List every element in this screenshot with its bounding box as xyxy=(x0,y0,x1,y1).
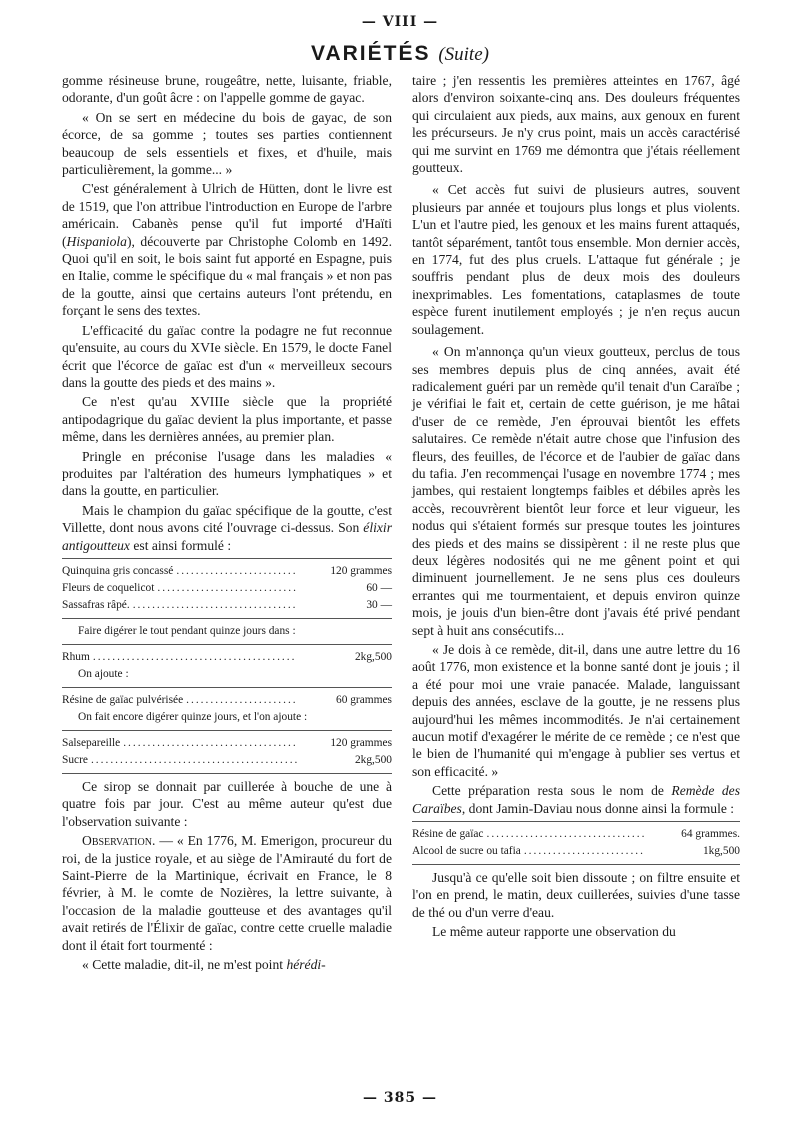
text-run: est ainsi formulé : xyxy=(129,537,232,553)
formula-row xyxy=(412,843,740,860)
observation-label: Observation. xyxy=(82,833,156,849)
paragraph xyxy=(62,502,392,554)
remedy-formula xyxy=(412,821,740,865)
leader-dots xyxy=(157,580,297,597)
ingredient-qty: 120 grammes xyxy=(330,736,392,749)
paragraph: Ce sirop se donnait par cuillerée à bouche de une à quatre fois par jour. C'est au même auteur qu'est due l'observation suivante : xyxy=(62,778,392,829)
paragraph: taire ; j'en ressentis les premières atteintes en 1767, âgé alors d'environ soixante-cinq ans. Des douleurs fréquentes qui circulaient aux pieds, aux mains, aux genoux en furent les précurseurs. Je n'y crus point, mais un accès caractérisé qui me survint en 1769 me démontra que j'étais réellement goutteux. xyxy=(412,73,740,176)
formula-row xyxy=(62,735,392,752)
italic-text: Remède des Caraïbes xyxy=(412,783,740,816)
formula-note: On fait encore digérer quinze jours, et l'on ajoute : xyxy=(78,710,308,723)
divider xyxy=(62,644,392,645)
leader-dots xyxy=(186,692,297,709)
paragraph xyxy=(412,782,740,817)
ingredient-qty: 1kg,500 xyxy=(702,845,740,858)
divider xyxy=(412,864,740,865)
ingredient-name: Quinquina gris concassé xyxy=(62,564,174,577)
paragraph xyxy=(62,180,392,319)
formula-row xyxy=(62,692,392,709)
leader-dots xyxy=(176,563,297,580)
italic-text: élixir antigoutteux xyxy=(62,520,392,553)
ingredient-name: Fleurs de coquelicot xyxy=(62,581,155,594)
ingredient-name: Rhum xyxy=(62,650,90,663)
ingredient-qty: 2kg,500 xyxy=(354,650,392,663)
formula-row xyxy=(412,826,740,843)
italic-text: Hispaniola xyxy=(66,233,127,249)
text-run: ), découverte par Christophe Colomb en 1492. Quoi qu'il en soit, le bois saint fut apporté en Espagne, puis en Italie, comme le spécifique du « mal français » et non pas de la goutte, ainsi que certains auteurs l'ont prétendu, en forçant le sens des textes. xyxy=(62,233,392,319)
paragraph: « Cet accès fut suivi de plusieurs autres, souvent plusieurs par année et toujours plus longs et plus violents. L'un et l'autre pied, les genoux et les mains furent attaqués, tantôt séparément, tantôt tous ensemble. Mon dernier accès, en 1774, fut des plus cruels. L'attaque fut générale ; je souffris pendant plus de deux mois des douleurs inexprimables. Les fomentations, cataplasmes de toute espèce furent inutilement employés ; je n'en reçus aucun soulagement. xyxy=(412,182,740,337)
ingredient-name: Sucre xyxy=(62,753,88,766)
ingredient-name: Alcool de sucre ou tafia xyxy=(412,845,521,858)
formula-row xyxy=(62,752,392,769)
paragraph: « On se sert en médecine du bois de gayac, de son écorce, de sa gomme ; toutes ses parties contiennent beaucoup de sels essentiels et fixes, et d'huile, mais particulièrement, la gomme... » xyxy=(62,109,392,178)
paragraph: gomme résineuse brune, rougeâtre, nette, luisante, friable, odorante, d'un goût âcre : on l'appelle gomme de gayac. xyxy=(62,73,392,106)
divider xyxy=(62,687,392,688)
ingredient-name: Résine de gaïac pulvérisée xyxy=(62,693,184,706)
divider xyxy=(62,558,392,559)
divider xyxy=(62,773,392,774)
formula-note: On ajoute : xyxy=(78,667,129,680)
text-run: — « En 1776, M. Emerigon, procureur du roi, de la justice royale, et au siège de l'Amirauté du fort de Saint-Pierre de la Martinique, écrivait en France, le 8 février, à M. le comte de Nozières, la lettre suivante, à l'occasion de la maladie goutteuse et des avantages qu'il avait retirés de l'Élixir de gaïac, contre cette cruelle maladie dont il était fort tourmenté : xyxy=(62,833,392,953)
leader-dots xyxy=(524,843,645,860)
formula-row xyxy=(62,649,392,666)
text-run: « Cette maladie, dit-il, ne m'est point xyxy=(82,957,287,973)
text-run: Cette préparation resta sous le nom de xyxy=(432,783,672,799)
ingredient-qty: 120 grammes xyxy=(330,564,392,577)
left-column xyxy=(62,72,392,975)
paragraph: Ce n'est qu'au XVIIIe siècle que la propriété antipodagrique du gaïac devient la plus importante, et passe même, dans les dernières années, au premier plan. xyxy=(62,394,392,445)
paragraph: « Je dois à ce remède, dit-il, dans une autre lettre du 16 août 1776, mon existence et la bonne santé dont je jouis ; il a été pour moi une vraie panacée. Malade, languissant depuis des années, esclave de la goutte, je ne ressens plus aujourd'hui les mêmes incommodités. Je n'ai certainement aucun motif d'exagérer le mérite de ce remède ; ce n'est que le bien de l'humanité qui m'engage à publier ses vertus et son efficacité. » xyxy=(412,642,740,779)
leader-dots xyxy=(133,597,297,614)
right-column xyxy=(412,72,740,943)
paragraph: Jusqu'à ce qu'elle soit bien dissoute ; on filtre ensuite et l'on en prend, le matin, deux cuillerées, suivies d'une tasse de thé ou d'un verre d'eau. xyxy=(412,870,740,920)
formula-row xyxy=(62,580,392,597)
ingredient-name: Salsepareille xyxy=(62,736,121,749)
text-run: C'est généralement à Ulrich de Hütten, dont le livre est de 1519, que l'on attribue l'introduction en Europe de l'arbre américain. Cabanès pense qu'il fut importé d'Haïti ( xyxy=(62,181,392,249)
formula-row xyxy=(62,597,392,614)
ingredient-qty: 60 grammes xyxy=(336,693,392,706)
paragraph: L'efficacité du gaïac contre la podagre ne fut reconnue qu'ensuite, au cours du XVIe siècle. En 1579, le docte Fanel écrit que l'écorce de gaïac est d'un « merveilleux secours dans la goutte des pieds et des mains ». xyxy=(62,322,392,390)
paragraph: Pringle en préconise l'usage dans les maladies « produites par l'altération des humeurs lymphatiques » et dans la goutte, en particulier. xyxy=(62,448,392,499)
text-run: , dont Jamin-Daviau nous donne ainsi la formule : xyxy=(461,800,735,816)
paragraph xyxy=(62,832,392,954)
leader-dots xyxy=(486,826,645,843)
ingredient-qty: 2kg,500 xyxy=(354,753,392,766)
leader-dots xyxy=(91,752,297,769)
paragraph: Le même auteur rapporte une observation du xyxy=(432,924,676,940)
ingredient-qty: 64 grammes. xyxy=(681,828,740,841)
ingredient-name: Sassafras râpé. xyxy=(62,598,130,611)
section-title xyxy=(0,42,800,66)
elixir-formula xyxy=(62,558,392,774)
ingredient-qty: 60 — xyxy=(366,581,392,594)
italic-text: hérédi- xyxy=(286,957,326,973)
divider xyxy=(62,730,392,731)
paragraph xyxy=(62,956,392,973)
leader-dots xyxy=(123,735,297,752)
section-title-suffix: (Suite) xyxy=(438,44,489,65)
formula-row xyxy=(62,563,392,580)
text-run: Mais le champion du gaïac spécifique de la goutte, c'est Villette, dont nous avons cité l'ouvrage ci-dessus. Son xyxy=(62,502,392,536)
leader-dots xyxy=(93,649,297,666)
ingredient-qty: 30 — xyxy=(366,598,392,611)
paragraph: « On m'annonça qu'un vieux goutteux, perclus de tous ses membres depuis plus de cinq années, avait été radicalement guéri par un remède qu'il tenait d'un Caraïbe ; je vérifiai le fait et, certain de cette guérison, je me hâtai d'user de ce remède, J'en éprouvai bientôt les effets salutaires. Ce remède n'était autre chose que l'infusion des fleurs, des feuilles, de l'écorce et de l'aubier de gaïac dans du tafia. J'en recommençai l'usage en novembre 1774 ; mes jambes, qui restaient longtemps faibles et débiles après les accès, recouvrèrent bientôt leur force et leur vigueur, les nodus qui s'étaient formés sur presque toutes les jointures des pieds et des mains se dissipèrent : il ne reste plus que deux légères nodosités qui ne me gênent point et qui diminuent journellement. Je ne sens plus ces douleurs errantes qui me tourmentaient, et depuis environ quinze mois, je jouis d'un bien-être dont j'avais été privé pendant sept à huit ans consécutifs... xyxy=(412,344,740,638)
formula-note: Faire digérer le tout pendant quinze jours dans : xyxy=(78,624,296,637)
page-number-roman: — VIII — xyxy=(361,14,439,30)
ingredient-name: Résine de gaïac xyxy=(412,828,484,841)
page-number: — 385 — xyxy=(363,1090,437,1106)
divider xyxy=(62,618,392,619)
divider xyxy=(412,821,740,822)
section-title-text: VARIÉTÉS xyxy=(311,42,431,65)
